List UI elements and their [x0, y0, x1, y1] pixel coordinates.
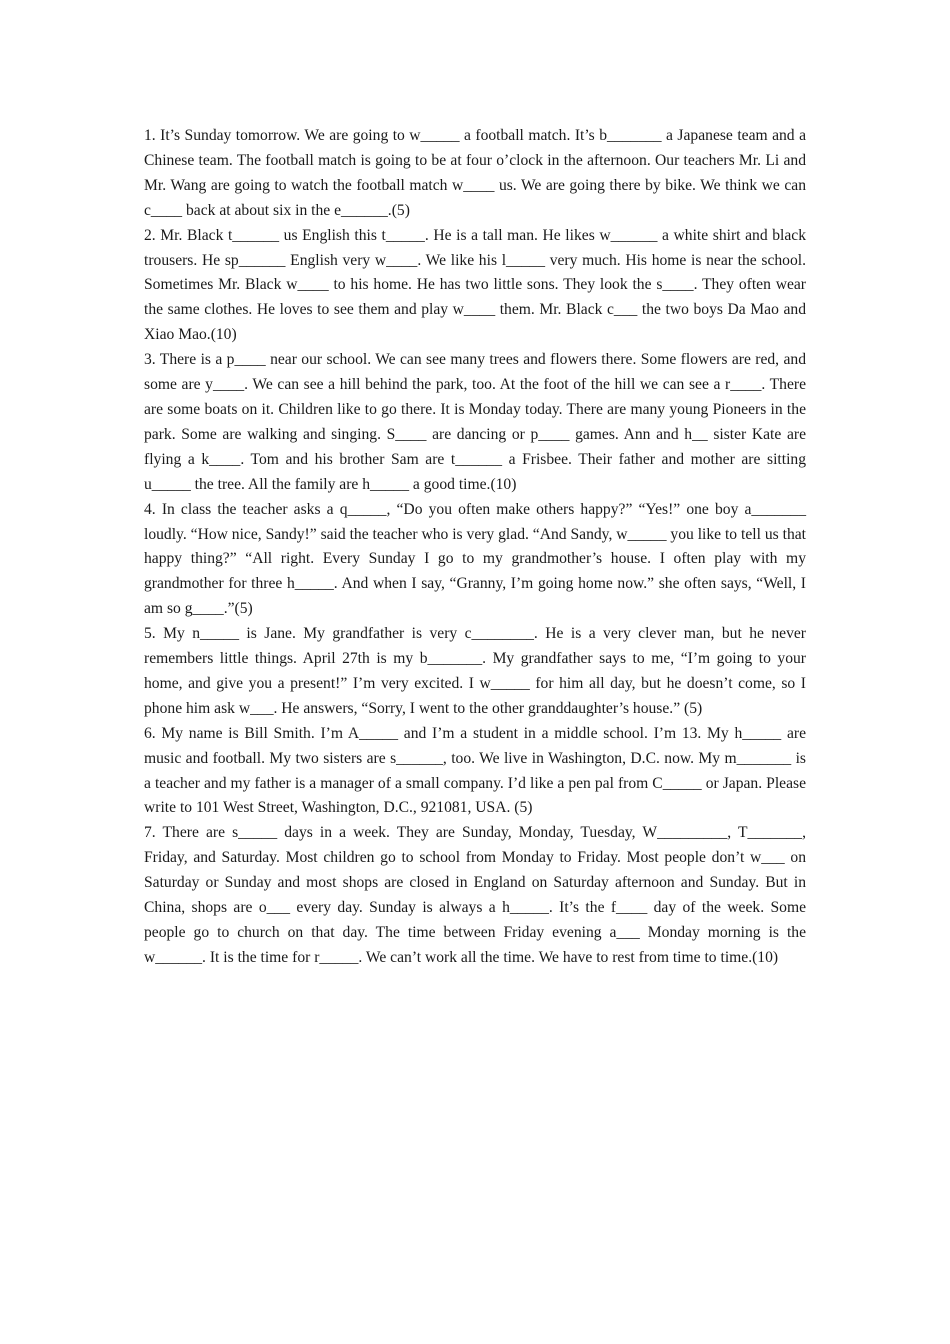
passage-2: 2. Mr. Black t______ us English this t_____. He is a tall man. He likes w______ a white shirt and black trousers. He sp______ English very w____. We like his l_____ very much. His home is near the school. Sometimes Mr. Black w____ to his home. He has two little sons. They look the s____. They often wear the same clothes. He loves to see them and play w____ them. Mr. Black c___ the two boys Da Mao and Xiao Mao.(10) — [144, 226, 806, 344]
passage-5: 5. My n_____ is Jane. My grandfather is very c________. He is a very clever man, but he never remembers little things. April 27th is my b_______. My grandfather says to me, “I’m going to your home, and give you a present!” I’m very excited. I w_____ for him all day, but he doesn’t come, so I phone him ask w___. He answers, “Sorry, I went to the other granddaughter’s house.” (5) — [144, 625, 806, 717]
exercise-document — [144, 124, 806, 971]
passage-7: 7. There are s_____ days in a week. They are Sunday, Monday, Tuesday, W_________, T_______, Friday, and Saturday. Most children go to school from Monday to Friday. Most people don’t w___ on Saturday or Sunday and most shops are closed in England on Saturday afternoon and Sunday. But in China, shops are o___ every day. Sunday is always a h_____. It’s the f____ day of the week. Some people go to church on that day. The time between Friday evening a___ Monday morning is the w______. It is the time for r_____. We can’t work all the time. We have to rest from time to time.(10) — [144, 824, 806, 966]
passage-6: 6. My name is Bill Smith. I’m A_____ and I’m a student in a middle school. I’m 13. My h_____ are music and football. My two sisters are s______, too. We live in Washington, D.C. now. My m_______ is a teacher and my father is a manager of a small company. I’d like a pen pal from C_____ or Japan. Please write to 101 West Street, Washington, D.C., 921081, USA. (5) — [144, 724, 806, 817]
passage-1: 1. It’s Sunday tomorrow. We are going to w_____ a football match. It’s b_______ a Japanese team and a Chinese team. The football match is going to be at four o’clock in the afternoon. Our teachers Mr. Li and Mr. Wang are going to watch the football match w____ us. We are going there by bike. We think we can c____ back at about six in the e______.(5) — [144, 127, 806, 219]
passage-3: 3. There is a p____ near our school. We can see many trees and flowers there. Some flowers are red, and some are y____. We can see a hill behind the park, too. At the foot of the hill we can see a r____. There are some boats on it. Children like to go there. It is Monday today. There are many young Pioneers in the park. Some are walking and singing. S____ are dancing or p____ games. Ann and h__ sister Kate are flying a k____. Tom and his brother Sam are t______ a Frisbee. Their father and mother are sitting u_____ the tree. All the family are h_____ a good time.(10) — [144, 351, 806, 493]
passage-4: 4. In class the teacher asks a q_____, “Do you often make others happy?” “Yes!” one boy a_______ loudly. “How nice, Sandy!” said the teacher who is very glad. “And Sandy, w_____ you like to tell us that happy thing?” “All right. Every Sunday I go to my grandmother’s house. I often play with my grandmother for three h_____. And when I say, “Granny, I’m going home now.” she often says, “Well, I am so g____.”(5) — [144, 500, 806, 618]
